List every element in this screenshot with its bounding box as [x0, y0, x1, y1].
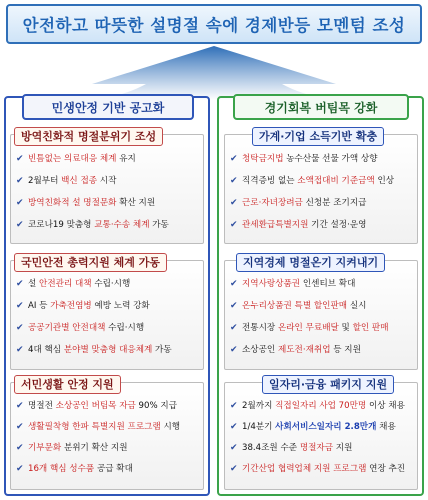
checkmark-icon: ✔: [16, 279, 24, 289]
checkmark-icon: ✔: [16, 464, 24, 474]
list-item-text: 직격증빙 없는 소액접대비 기준금액 인상: [242, 176, 395, 186]
list-item: [230, 153, 394, 175]
checkmark-icon: ✔: [16, 323, 24, 333]
list-item-text: 관세환급특별지원 기간 설정·운영: [242, 220, 367, 230]
list-item-text: 전통시장 온라인 무료배달 및 할인 판매: [242, 323, 389, 333]
list-item: [16, 300, 172, 322]
list-item: [16, 421, 180, 442]
section-title-income: 가계·기업 소득기반 확충: [252, 127, 384, 146]
section-title-jobs-finance: 일자리·금융 패키지 지원: [262, 375, 394, 394]
checkmark-icon: ✔: [16, 176, 24, 186]
section-items-quarantine: [16, 153, 169, 241]
list-item-text: 근로·자녀장려금 신청분 조기지급: [242, 198, 367, 208]
list-item-text: 명절전 소상공인 버팀목 자금 90% 지급: [28, 401, 177, 411]
list-item: [230, 197, 394, 219]
checkmark-icon: ✔: [230, 176, 238, 186]
list-item-text: 빈틈없는 의료대응 체계 유지: [28, 154, 136, 164]
left-panel-title: 민생안정 기반 공고화: [22, 94, 194, 120]
list-item-text: 16개 핵심 성수품 공급 확대: [28, 464, 133, 474]
checkmark-icon: ✔: [16, 154, 24, 164]
list-item: [230, 300, 389, 322]
checkmark-icon: ✔: [16, 345, 24, 355]
list-item-text: 설 안전관리 대책 수립·시행: [28, 279, 131, 289]
section-title-safety: 국민안전 총력지원 체계 가동: [14, 253, 167, 272]
list-item: [230, 421, 405, 442]
checkmark-icon: ✔: [230, 401, 238, 411]
list-item: [16, 219, 169, 241]
list-item: [230, 322, 389, 344]
checkmark-icon: ✔: [230, 323, 238, 333]
checkmark-icon: ✔: [230, 464, 238, 474]
list-item: [16, 278, 172, 300]
list-item-text: 공공기관별 안전대책 수립·시행: [28, 323, 145, 333]
checkmark-icon: ✔: [230, 154, 238, 164]
list-item: [230, 175, 394, 197]
list-item-text: 온누리상품권 특별 할인판매 실시: [242, 301, 367, 311]
list-item-text: 소상공인 제도전·재취업 등 지원: [242, 345, 361, 355]
checkmark-icon: ✔: [230, 220, 238, 230]
list-item: [230, 400, 405, 421]
list-item-text: 지역사랑상품권 인센티브 확대: [242, 279, 356, 289]
list-item: [16, 344, 172, 366]
section-items-livelihood: [16, 400, 180, 484]
checkmark-icon: ✔: [16, 220, 24, 230]
checkmark-icon: ✔: [16, 198, 24, 208]
list-item: [16, 400, 180, 421]
section-title-local-economy: 지역경제 명절온기 지켜내기: [236, 253, 385, 272]
list-item-text: 기부문화 분위기 확산 지원: [28, 443, 128, 453]
right-panel-title: 경기회복 버팀목 강화: [233, 94, 409, 120]
section-items-local-economy: [230, 278, 389, 366]
checkmark-icon: ✔: [16, 301, 24, 311]
list-item: [16, 463, 180, 484]
list-item-text: 1/4분기 사회서비스일자리 2.8만개 채용: [242, 422, 396, 432]
list-item: [230, 344, 389, 366]
section-items-income: [230, 153, 394, 241]
list-item-text: 2월부터 백신 접종 시작: [28, 176, 117, 186]
list-item-text: 방역친화적 설 명절문화 확산 지원: [28, 198, 156, 208]
list-item: [16, 197, 169, 219]
list-item: [16, 175, 169, 197]
list-item-text: 4대 핵심 분야별 맞춤형 대응체계 가동: [28, 345, 172, 355]
list-item: [230, 278, 389, 300]
checkmark-icon: ✔: [230, 301, 238, 311]
list-item: [230, 219, 394, 241]
main-title: 안전하고 따뜻한 설명절 속에 경제반등 모멘텀 조성: [6, 4, 422, 44]
checkmark-icon: ✔: [230, 443, 238, 453]
list-item: [16, 442, 180, 463]
up-arrow-graphic: [0, 44, 428, 100]
section-title-quarantine: 방역친화적 명절분위기 조성: [14, 127, 163, 146]
list-item-text: 기간산업 협력업체 지원 프로그램 연장 추진: [242, 464, 406, 474]
checkmark-icon: ✔: [230, 422, 238, 432]
list-item: [230, 442, 405, 463]
section-items-safety: [16, 278, 172, 366]
list-item-text: 38.4조원 수준 명절자금 지원: [242, 443, 353, 453]
list-item-text: 2월까지 직접일자리 사업 70만명 이상 채용: [242, 401, 405, 411]
list-item-text: 코로나19 맞춤형 교통·수송 체계 가동: [28, 220, 169, 230]
checkmark-icon: ✔: [230, 345, 238, 355]
list-item: [16, 153, 169, 175]
checkmark-icon: ✔: [16, 401, 24, 411]
checkmark-icon: ✔: [16, 443, 24, 453]
list-item: [16, 322, 172, 344]
list-item-text: AI 등 가축전염병 예방 노력 강화: [28, 301, 150, 311]
checkmark-icon: ✔: [16, 422, 24, 432]
checkmark-icon: ✔: [230, 279, 238, 289]
list-item-text: 생활필착형 한파 특별지원 프로그램 시행: [28, 422, 181, 432]
list-item: [230, 463, 405, 484]
checkmark-icon: ✔: [230, 198, 238, 208]
section-title-livelihood: 서민생활 안정 지원: [14, 375, 121, 394]
section-items-jobs-finance: [230, 400, 405, 484]
list-item-text: 청탁금지법 농수산물 선물 가액 상향: [242, 154, 378, 164]
